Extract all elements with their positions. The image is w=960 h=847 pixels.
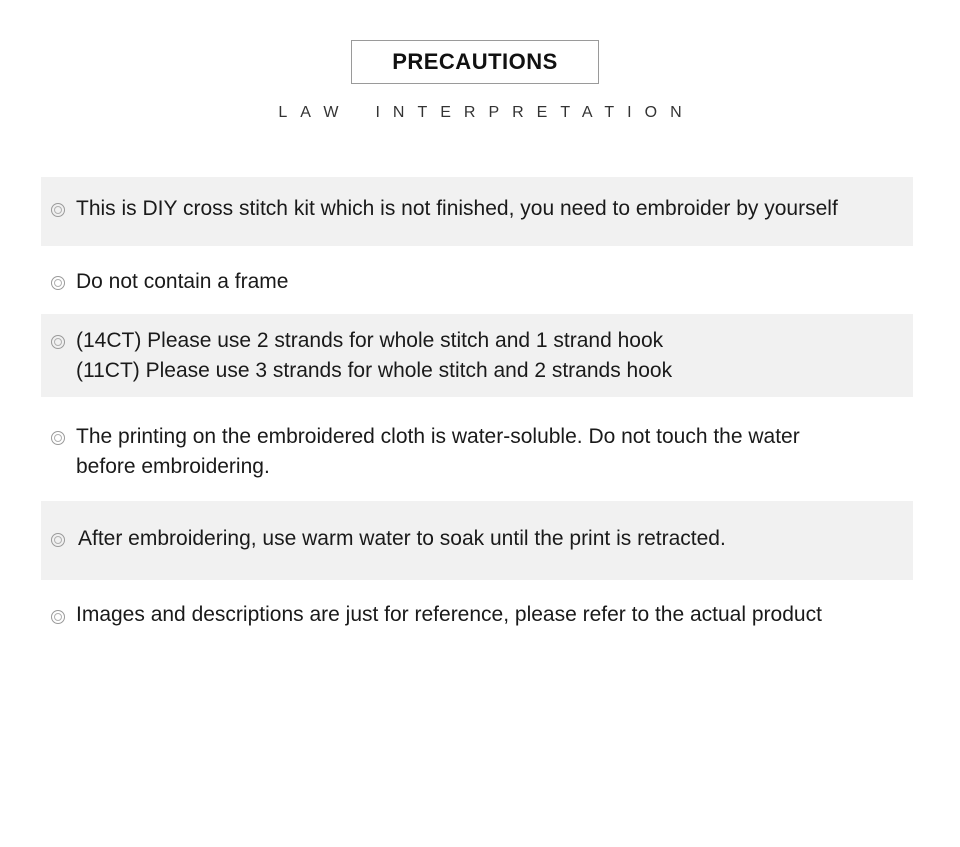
precaution-item-6 [41, 596, 913, 636]
precaution-text: After embroidering, use warm water to soak until the print is retracted. [78, 527, 726, 550]
precaution-text: Do not contain a frame [76, 270, 289, 293]
subtitle-word-law: LAW [278, 104, 352, 121]
double-circle-bullet-icon [51, 610, 65, 624]
precaution-item-1 [41, 177, 913, 246]
precaution-text: Images and descriptions are just for reference, please refer to the actual product [76, 603, 822, 626]
precaution-item-3 [41, 314, 913, 397]
section-subtitle [0, 104, 960, 122]
precaution-text: This is DIY cross stitch kit which is not finished, you need to embroider by yourself [76, 197, 838, 220]
double-circle-bullet-icon [51, 533, 65, 547]
double-circle-bullet-icon [51, 431, 65, 445]
precaution-text-line-2: (11CT) Please use 3 strands for whole stitch and 2 strands hook [76, 359, 673, 382]
subtitle-word-interpretation: INTERPRETATION [375, 104, 695, 121]
precaution-text-line-1: (14CT) Please use 2 strands for whole stitch and 1 strand hook [76, 329, 664, 352]
double-circle-bullet-icon [51, 203, 65, 217]
precaution-text-line-2: before embroidering. [76, 455, 270, 478]
double-circle-bullet-icon [51, 335, 65, 349]
precaution-item-2 [41, 264, 913, 304]
precaution-text-line-1: The printing on the embroidered cloth is water-soluble. Do not touch the water [76, 425, 800, 448]
section-title: PRECAUTIONS [351, 40, 599, 84]
precaution-item-5 [41, 501, 913, 580]
precaution-item-4 [41, 412, 913, 484]
double-circle-bullet-icon [51, 276, 65, 290]
